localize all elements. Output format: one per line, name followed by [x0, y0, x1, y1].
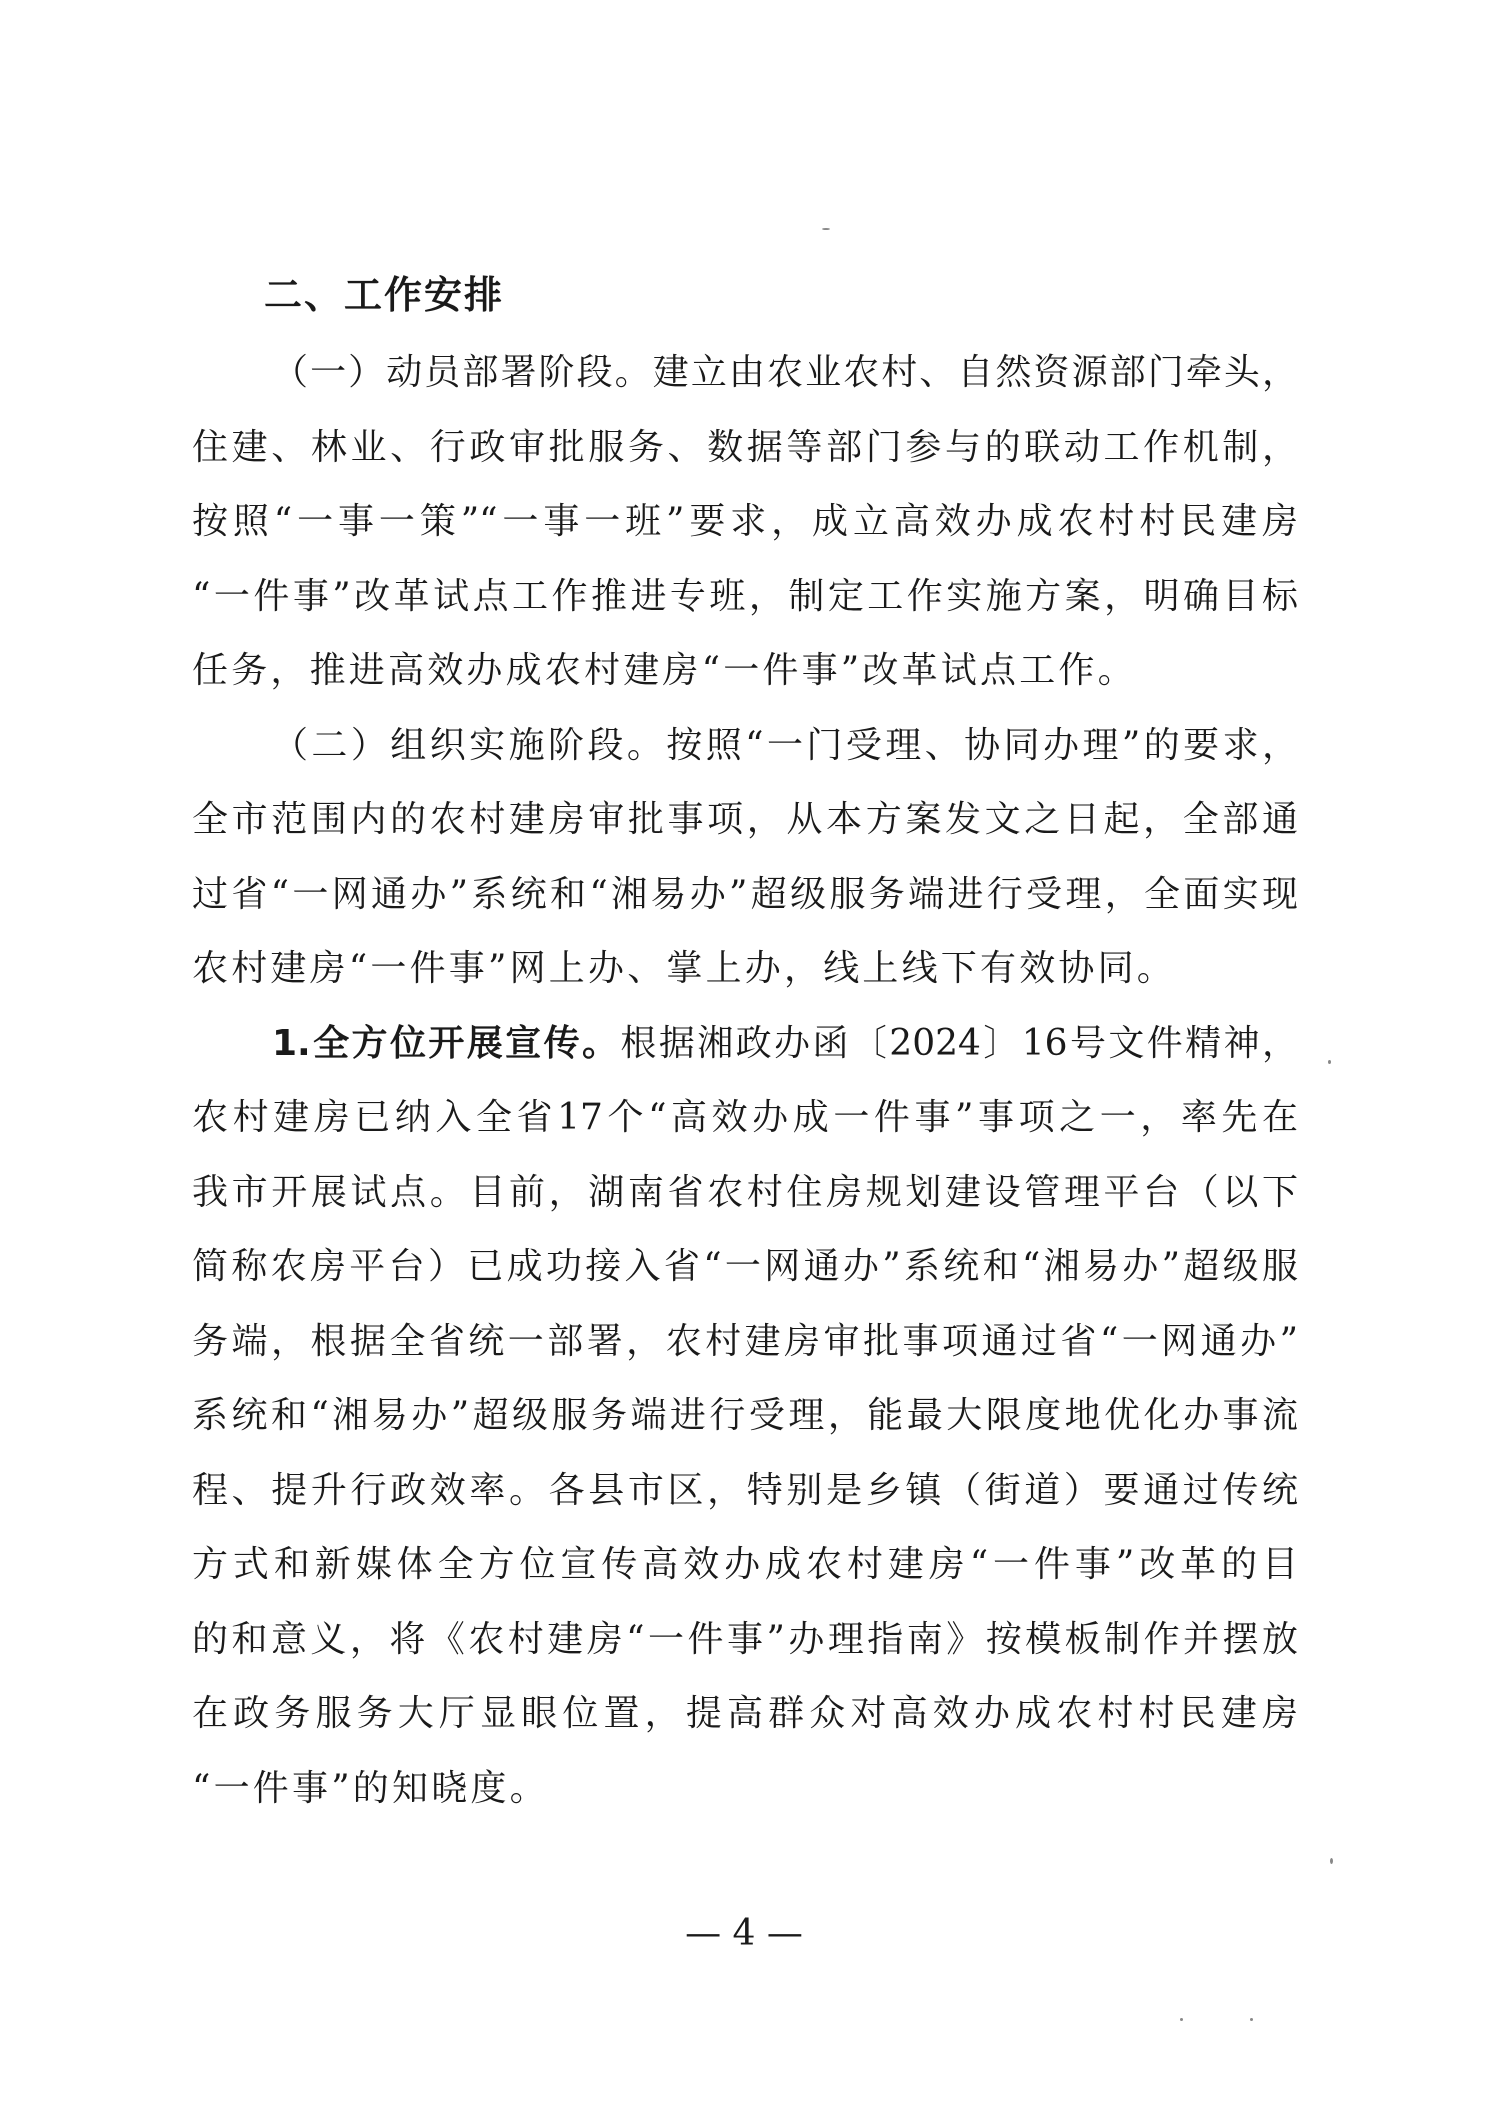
scan-speck — [1328, 1060, 1331, 1064]
scan-speck — [822, 228, 830, 230]
paragraph-publicity — [192, 1007, 1298, 1827]
paragraph-line: 方式和新媒体全方位宣传高效办成农村建房“一件事”改革的目 — [192, 1544, 1298, 1585]
paragraph-line: “一件事”改革试点工作推进专班，制定工作实施方案，明确目标 — [192, 575, 1298, 617]
paragraph-line: 系统和“湘易办”超级服务端进行受理，能最大限度地优化办事流 — [192, 1395, 1298, 1436]
paragraph-line: 在政务服务大厅显眼位置，提高群众对高效办成农村村民建房 — [192, 1693, 1298, 1734]
paragraph-line: 程、提升行政效率。各县市区，特别是乡镇（街道）要通过传统 — [192, 1469, 1298, 1511]
paragraph-line-rest: 根据湘政办函〔2024〕16号文件精神， — [620, 1022, 1298, 1064]
paragraph-line: 全市范围内的农村建房审批事项，从本方案发文之日起，全部通 — [192, 799, 1298, 840]
paragraph-line: （一）动员部署阶段。建立由农业农村、自然资源部门牵头， — [272, 352, 1298, 393]
scan-speck — [1180, 2018, 1183, 2021]
paragraph-line: 我市开展试点。目前，湖南省农村住房规划建设管理平台（以下 — [192, 1171, 1298, 1213]
paragraph-line: （二）组织实施阶段。按照“一门受理、协同办理”的要求， — [272, 724, 1298, 766]
paragraph-line: “一件事”的知晓度。 — [192, 1767, 549, 1809]
document-body — [192, 336, 1298, 1826]
paragraph-line: 按照“一事一策”“一事一班”要求，成立高效办成农村村民建房 — [192, 501, 1298, 542]
paragraph-line: 住建、林业、行政审批服务、数据等部门参与的联动工作机制， — [192, 426, 1298, 468]
paragraph-implementation — [192, 709, 1298, 1007]
scan-speck — [1330, 1858, 1333, 1864]
paragraph-line: 任务，推进高效办成农村建房“一件事”改革试点工作。 — [192, 650, 1137, 691]
paragraph-line: 的和意义，将《农村建房“一件事”办理指南》按模板制作并摆放 — [192, 1618, 1298, 1660]
paragraph-line: 简称农房平台）已成功接入省“一网通办”系统和“湘易办”超级服 — [192, 1246, 1298, 1287]
paragraph-line: 过省“一网通办”系统和“湘易办”超级服务端进行受理，全面实现 — [192, 873, 1298, 915]
section-heading: 二、工作安排 — [264, 273, 505, 317]
scan-speck — [1250, 2018, 1253, 2021]
paragraph-mobilization — [192, 336, 1298, 709]
paragraph-line: 农村建房“一件事”网上办、掌上办，线上线下有效协同。 — [192, 948, 1177, 989]
bold-lead-text: 1.全方位开展宣传。 — [272, 1022, 621, 1064]
paragraph-line — [192, 1007, 1298, 1082]
paragraph-line: 农村建房已纳入全省17个“高效办成一件事”事项之一，率先在 — [192, 1097, 1298, 1138]
page-number: — 4 — — [685, 1913, 803, 1954]
paragraph-line: 务端，根据全省统一部署，农村建房审批事项通过省“一网通办” — [192, 1320, 1298, 1362]
